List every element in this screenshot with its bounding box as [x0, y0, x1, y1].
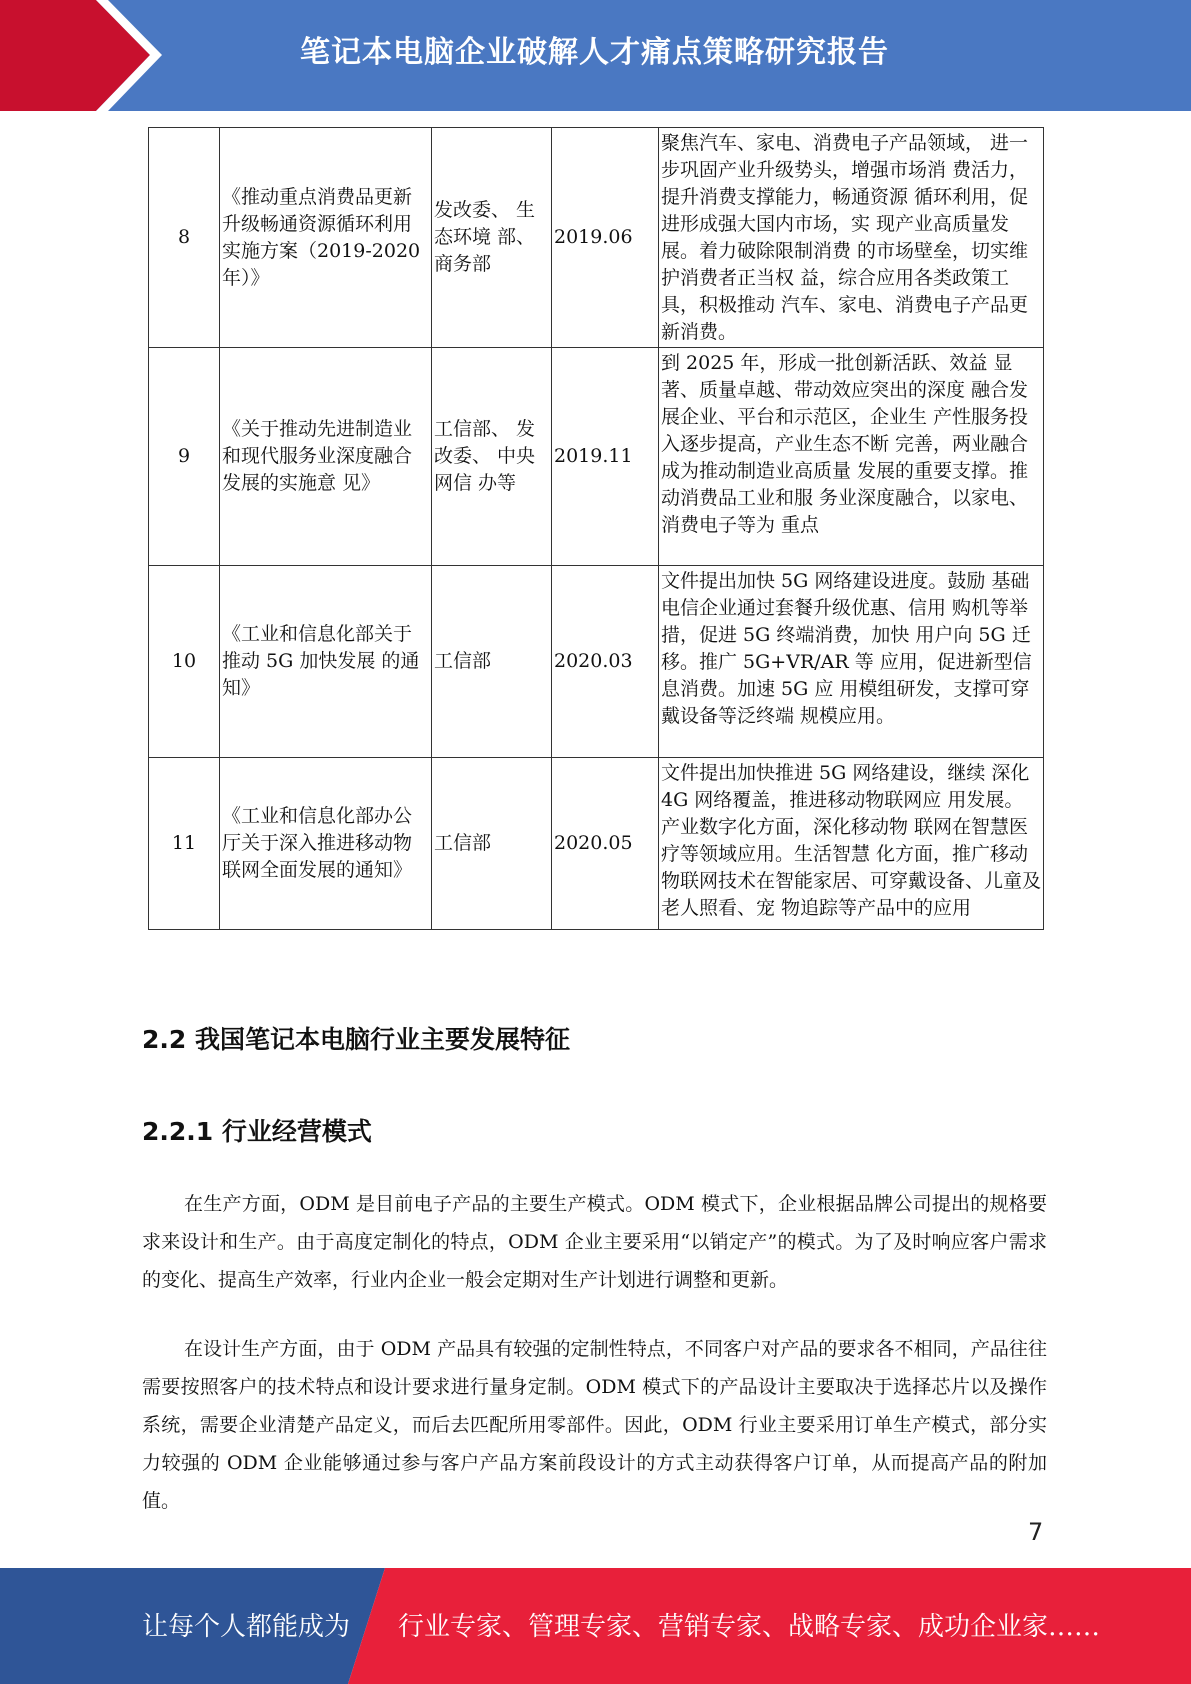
section-heading: 2.2 我国笔记本电脑行业主要发展特征 [142, 1025, 570, 1054]
table-row [149, 348, 1044, 566]
header-red-arrow [0, 0, 150, 111]
policy-title: 《关于推动先进制造业和现代服务业深度融合发展的实施意 见》 [220, 348, 432, 566]
row-number: 11 [149, 758, 220, 930]
table-row [149, 128, 1044, 348]
issue-date: 2020.05 [552, 758, 659, 930]
row-number: 10 [149, 566, 220, 758]
issuing-department: 发改委、 生态环境 部、商务部 [432, 128, 552, 348]
policy-title: 《推动重点消费品更新升级畅通资源循环利用实施方案（2019-2020 年）》 [220, 128, 432, 348]
issue-date: 2019.11 [552, 348, 659, 566]
policy-title: 《工业和信息化部关于推动 5G 加快发展 的通知》 [220, 566, 432, 758]
header-title: 笔记本电脑企业破解人才痛点策略研究报告 [300, 35, 889, 70]
issuing-department: 工信部 [432, 566, 552, 758]
page-header [0, 0, 1191, 111]
page-number: 7 [1028, 1518, 1044, 1546]
page-footer [0, 1568, 1191, 1684]
issuing-department: 工信部、 发改委、 中央网信 办等 [432, 348, 552, 566]
issue-date: 2019.06 [552, 128, 659, 348]
policy-title: 《工业和信息化部办公厅关于深入推进移动物联网全面发展的通知》 [220, 758, 432, 930]
issue-date: 2020.03 [552, 566, 659, 758]
policy-table [148, 127, 1044, 930]
table-row [149, 566, 1044, 758]
policy-content: 文件提出加快推进 5G 网络建设，继续 深化 4G 网络覆盖，推进移动物联网应 用发展。产业数字化方面，深化移动物 联网在智慧医疗等领域应用。生活智慧 化方面，推广移动物联网技术在智能家居、可穿戴设备、儿童及老人照看、宠 物追踪等产品中的应用 [659, 758, 1044, 930]
policy-content: 文件提出加快 5G 网络建设进度。鼓励 基础电信企业通过套餐升级优惠、信用 购机等举措，促进 5G 终端消费，加快 用户向 5G 迁移。推广 5G+VR/AR 等 应用，促进新型信息消费。加速 5G 应 用模组研发，支撑可穿戴设备等泛终端 规模应用。 [659, 566, 1044, 758]
policy-content: 到 2025 年，形成一批创新活跃、效益 显著、质量卓越、带动效应突出的深度 融合发展企业、平台和示范区，企业生 产性服务投入逐步提高，产业生态不断 完善，两业融合成为推动制造业高质量 发展的重要支撑。推动消费品工业和服 务业深度融合，以家电、消费电子等为 重点 [659, 348, 1044, 566]
body-paragraph: 在生产方面，ODM 是目前电子产品的主要生产模式。ODM 模式下，企业根据品牌公司提出的规格要求来设计和生产。由于高度定制化的特点，ODM 企业主要采用“以销定产”的模式。为了及时响应客户需求的变化、提高生产效率，行业内企业一般会定期对生产计划进行调整和更新。 [142, 1193, 1047, 1291]
subsection-heading: 2.2.1 行业经营模式 [142, 1117, 372, 1146]
table-row [149, 758, 1044, 930]
footer-slogan-left: 让每个人都能成为 [142, 1612, 351, 1642]
body-paragraph: 在设计生产方面，由于 ODM 产品具有较强的定制性特点，不同客户对产品的要求各不相同，产品往往需要按照客户的技术特点和设计要求进行量身定制。ODM 模式下的产品设计主要取决于选择芯片以及操作系统，需要企业清楚产品定义，而后去匹配所用零部件。因此，ODM 行业主要采用订单生产模式，部分实力较强的 ODM 企业能够通过参与客户产品方案前段设计的方式主动获得客户订单，从而提高产品的附加值。 [142, 1338, 1047, 1512]
footer-slogan-right: 行业专家、管理专家、营销专家、战略专家、成功企业家…… [398, 1612, 1101, 1642]
issuing-department: 工信部 [432, 758, 552, 930]
row-number: 9 [149, 348, 220, 566]
row-number: 8 [149, 128, 220, 348]
policy-content: 聚焦汽车、家电、消费电子产品领域， 进一步巩固产业升级势头，增强市场消 费活力，提升消费支撑能力，畅通资源 循环利用，促进形成强大国内市场，实 现产业高质量发展。着力破除限制消费 的市场壁垒，切实维护消费者正当权 益，综合应用各类政策工具，积极推动 汽车、家电、消费电子产品更新消费。 [659, 128, 1044, 348]
